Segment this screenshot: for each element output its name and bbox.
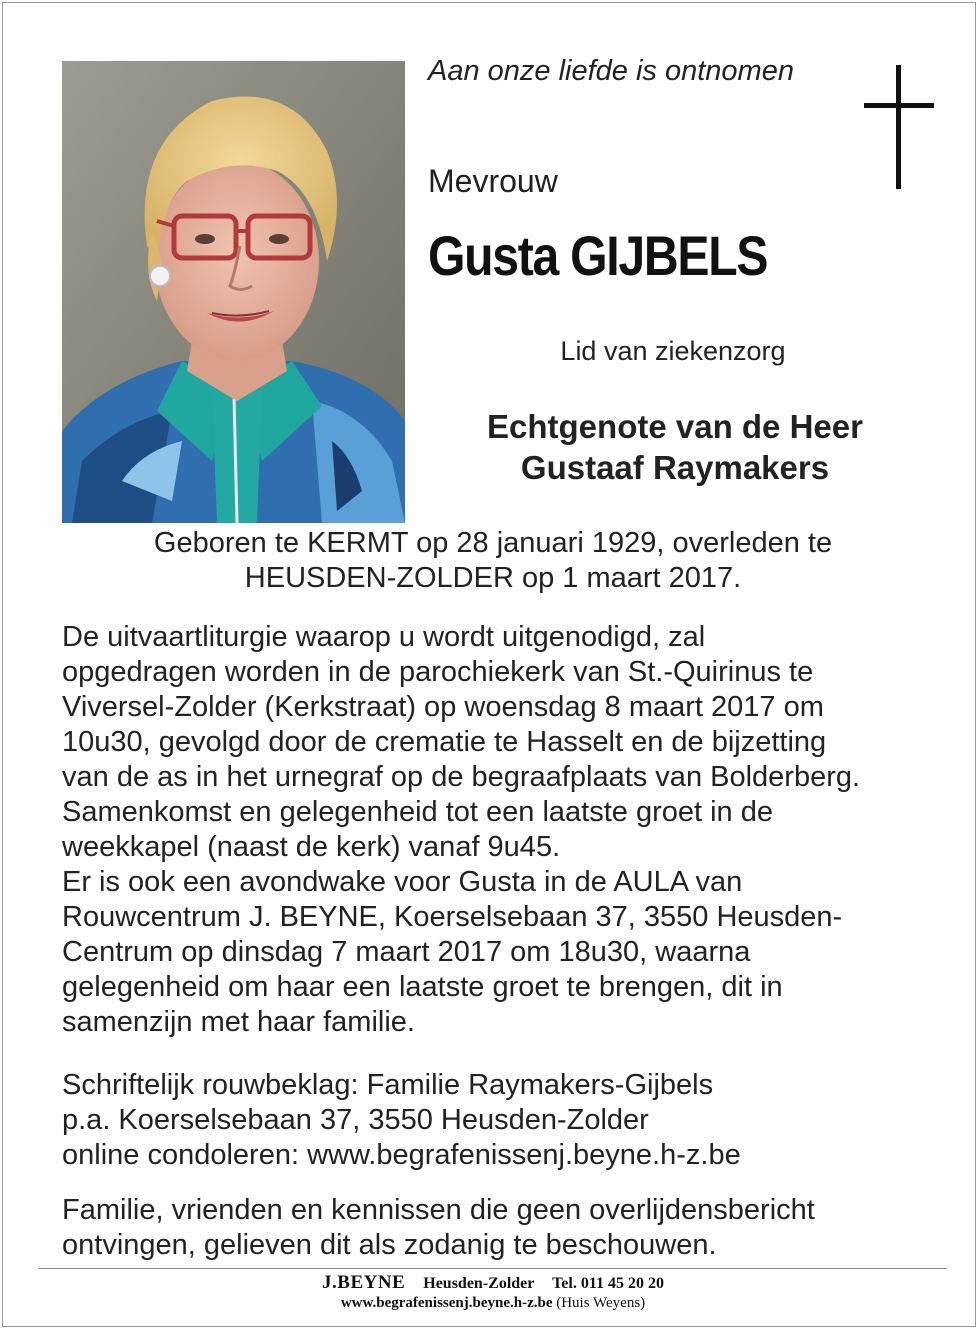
footer-phone: Tel. 011 45 20 20 xyxy=(552,1275,664,1292)
footer-website-link[interactable]: www.begrafenissenj.beyne.h-z.be xyxy=(340,1295,553,1311)
ceremony-line: Rouwcentrum J. BEYNE, Koerselsebaan 37, 3550 Heusden- xyxy=(62,901,843,933)
condolence-address: p.a. Koerselsebaan 37, 3550 Heusden-Zolder xyxy=(62,1104,649,1136)
deceased-name: Gusta GIJBELS xyxy=(428,224,768,287)
spouse-block xyxy=(421,406,929,488)
notice-line: ontvingen, gelieven dit als zodanig te beschouwen. xyxy=(62,1229,717,1261)
ceremony-line: gelegenheid om haar een laatste groet te brengen, dit in xyxy=(62,971,783,1003)
condolence-paragraph xyxy=(62,1068,942,1173)
footer-divider xyxy=(39,1268,947,1269)
ceremony-line: Er is ook een avondwake voor Gusta in de AULA van xyxy=(62,866,743,898)
ceremony-line: 10u30, gevolgd door de crematie te Hasselt en de bijzetting xyxy=(62,726,827,758)
birth-death-block xyxy=(43,526,943,596)
condolence-online-link[interactable]: online condoleren: www.begrafenissenj.beyne.h-z.be xyxy=(62,1139,741,1171)
obituary-card xyxy=(2,2,976,1327)
birth-death-line-2: HEUSDEN-ZOLDER op 1 maart 2017. xyxy=(244,562,742,594)
ceremony-paragraph xyxy=(62,620,942,1040)
ceremony-line: De uitvaartliturgie waarop u wordt uitgenodigd, zal xyxy=(62,621,706,653)
footer-note: (Huis Weyens) xyxy=(556,1295,646,1311)
ceremony-line: Centrum op dinsdag 7 maart 2017 om 18u30, waarna xyxy=(62,936,751,968)
latin-cross-icon xyxy=(861,65,937,196)
membership-line: Lid van ziekenzorg xyxy=(560,336,786,366)
ceremony-line: weekkapel (naast de kerk) vanaf 9u45. xyxy=(62,831,561,863)
funeral-home-footer xyxy=(3,1273,980,1312)
notice-line: Familie, vrienden en kennissen die geen overlijdensbericht xyxy=(62,1194,815,1226)
ceremony-line: opgedragen worden in de parochiekerk van St.-Quirinus te xyxy=(62,656,814,688)
footer-brand: J.BEYNE xyxy=(322,1272,406,1293)
condolence-line: Schriftelijk rouwbeklag: Familie Raymakers-Gijbels xyxy=(62,1069,714,1101)
spouse-line-2: Gustaaf Raymakers xyxy=(520,449,830,486)
ceremony-line: van de as in het urnegraf op de begraafplaats van Bolderberg. xyxy=(62,761,861,793)
ceremony-line: Viversel-Zolder (Kerkstraat) op woensdag 8 maart 2017 om xyxy=(62,691,824,723)
footer-location: Heusden-Zolder xyxy=(423,1275,535,1292)
portrait-photo xyxy=(62,61,405,523)
birth-death-line-1: Geboren te KERMT op 28 januari 1929, overleden te xyxy=(153,527,833,559)
ceremony-line: Samenkomst en gelegenheid tot een laatste groet in de xyxy=(62,796,773,828)
intro-line: Aan onze liefde is ontnomen xyxy=(428,55,794,87)
honorific-title: Mevrouw xyxy=(428,163,558,199)
notice-paragraph xyxy=(62,1193,942,1263)
spouse-line-1: Echtgenote van de Heer xyxy=(487,408,863,445)
ceremony-line: samenzijn met haar familie. xyxy=(62,1006,415,1038)
